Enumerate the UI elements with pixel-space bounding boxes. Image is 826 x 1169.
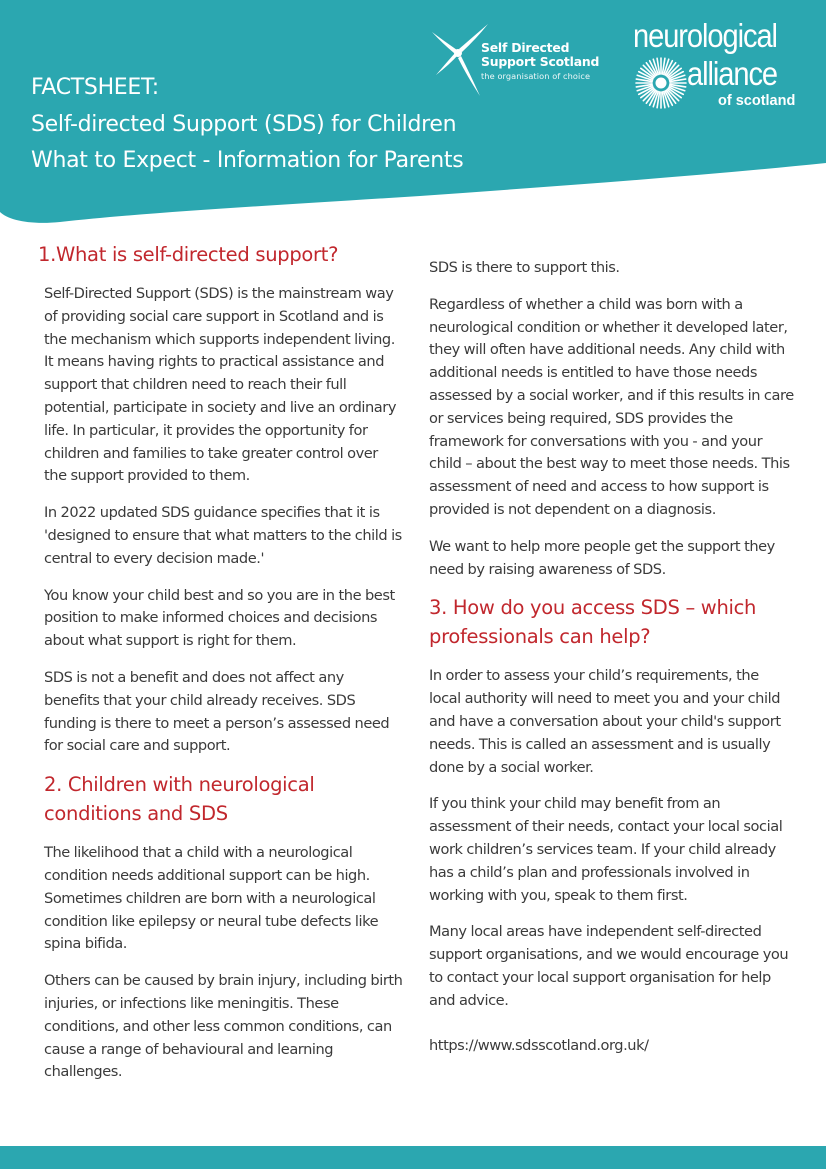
section-2-paragraph: Regardless of whether a child was born with a neurological condition or whether it developed later, they will often have additional needs. Any child with additional needs is entitled to have those needs assessed by a social worker, and if this results in care or services being required, SDS provides the framework for conversations with you - and your child – about the best way to meet those needs. This assessment of need and access to how support is provided is not dependent on a diagnosis.	[429, 295, 794, 518]
sds-scotland-link[interactable]: https://www.sdsscotland.org.uk/	[429, 1036, 649, 1054]
title-line-3: What to Expect - Information for Parents	[31, 148, 464, 173]
title-line-2: Self-directed Support (SDS) for Children	[31, 111, 457, 137]
section-3-paragraph: Many local areas have independent self-directed support organisations, and we would encourage you to contact your local support organisation for help and advice.	[429, 923, 789, 1009]
neurological-alliance-logo	[630, 17, 800, 112]
footer-bar	[0, 1146, 826, 1169]
sds-logo-name: Self Directed Support Scotland	[481, 40, 600, 69]
section-3-paragraph: In order to assess your child’s requirements, the local authority will need to meet you and your child and have a conversation about your child's support needs. This is called an assessment and is usually done by a social worker.	[429, 667, 781, 776]
section-1-paragraph: You know your child best and so you are in the best position to make informed choices and decisions about what support is right for them.	[44, 586, 395, 650]
section-1-body	[38, 283, 403, 1084]
right-column	[429, 257, 794, 1071]
page-title	[31, 70, 463, 180]
title-line-1: FACTSHEET:	[31, 75, 159, 100]
sds-scotland-logo	[430, 22, 610, 100]
nas-logo-word-2: alliance	[687, 55, 778, 92]
section-2-paragraph: We want to help more people get the support they need by raising awareness of SDS.	[429, 537, 775, 578]
section-3-heading: 3. How do you access SDS – which professionals can help?	[429, 596, 757, 649]
sunburst-icon	[634, 56, 688, 110]
section-1-paragraph: Self-Directed Support (SDS) is the mainstream way of providing social care support in Scotland and is the mechanism which supports independent living. It means having rights to practical assistance and support that children need to reach their full potential, participate in society and live an ordinary life. In particular, it provides the opportunity for children and families to take greater control over the support provided to them.	[44, 285, 397, 485]
nas-logo-word-1: neurological	[633, 17, 777, 54]
section-1-paragraph: SDS is not a benefit and does not affect any benefits that your child already receives. SDS funding is there to meet a person’s assessed need for social care and support.	[44, 668, 390, 755]
nas-logo-word-3: of scotland	[718, 93, 796, 109]
section-1-heading: 1.What is self-directed support?	[38, 243, 339, 266]
section-2-paragraph: The likelihood that a child with a neurological condition needs additional support can be high. Sometimes children are born with a neurological condition like epilepsy or neural tube defects like spina bifida.	[44, 844, 379, 953]
section-2-paragraph: Others can be caused by brain injury, including birth injuries, or infections like meningitis. These conditions, and other less common conditions, can cause a range of behavioural and learning challenges.	[44, 972, 403, 1081]
section-1-paragraph: In 2022 updated SDS guidance specifies that it is 'designed to ensure that what matters to the child is central to every decision made.'	[44, 504, 402, 567]
section-3-paragraph: If you think your child may benefit from an assessment of their needs, contact your local social work children’s services team. If your child already has a child’s plan and professionals involved in working with you, speak to them first.	[429, 795, 783, 904]
section-2-paragraph: SDS is there to support this.	[429, 259, 620, 276]
sds-logo-tagline: the organisation of choice	[481, 71, 591, 81]
section-2-heading: 2. Children with neurological conditions and SDS	[44, 773, 315, 826]
left-column	[38, 240, 403, 1098]
